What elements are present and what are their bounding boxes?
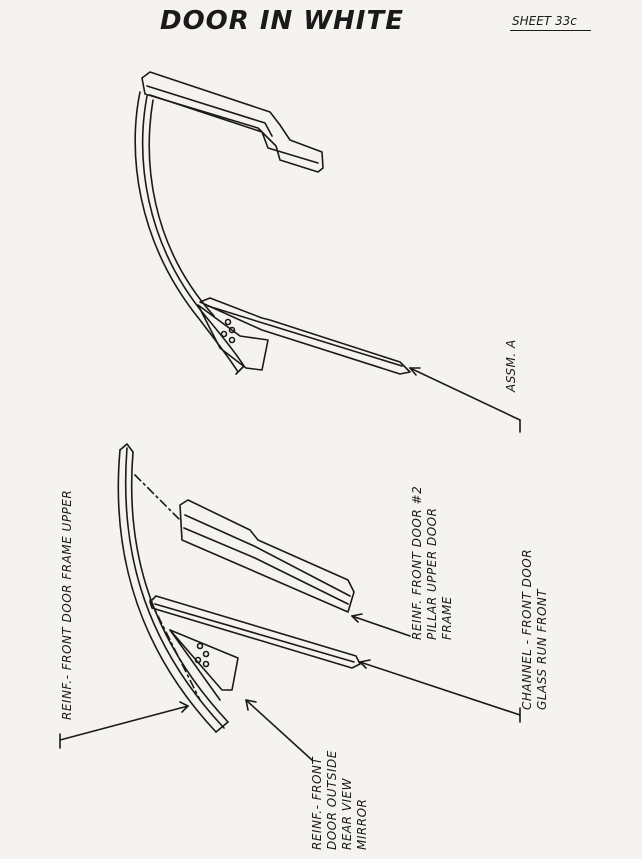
- assembly-label-text: ASSM. A: [504, 339, 518, 392]
- pillar-label: [410, 486, 455, 640]
- page-title: DOOR IN WHITE: [160, 6, 404, 36]
- sheet-number: SHEET 33c: [510, 14, 591, 31]
- channel-label-line-1: CHANNEL - FRONT DOOR: [520, 548, 534, 710]
- pillar-label-line-3: FRAME: [440, 596, 454, 640]
- frame-upper-label-text: REINF.- FRONT DOOR FRAME UPPER: [60, 489, 74, 720]
- assembly-label: [504, 339, 519, 392]
- mirror-label-line-1: REINF.- FRONT: [310, 756, 324, 850]
- channel-label: [520, 549, 550, 710]
- mirror-label-line-4: MIRROR: [355, 798, 369, 850]
- frame-upper-label: [60, 490, 75, 720]
- mirror-label-line-2: DOOR OUTSIDE: [325, 750, 339, 850]
- pillar-label-line-2: PILLAR UPPER DOOR: [425, 507, 439, 640]
- mirror-label: [310, 750, 370, 850]
- channel-label-line-2: GLASS RUN FRONT: [535, 588, 549, 710]
- pillar-label-line-1: REINF. FRONT DOOR #2: [410, 485, 424, 640]
- mirror-label-line-3: REAR VIEW: [340, 778, 354, 850]
- assembly-a-drawing: [135, 72, 520, 432]
